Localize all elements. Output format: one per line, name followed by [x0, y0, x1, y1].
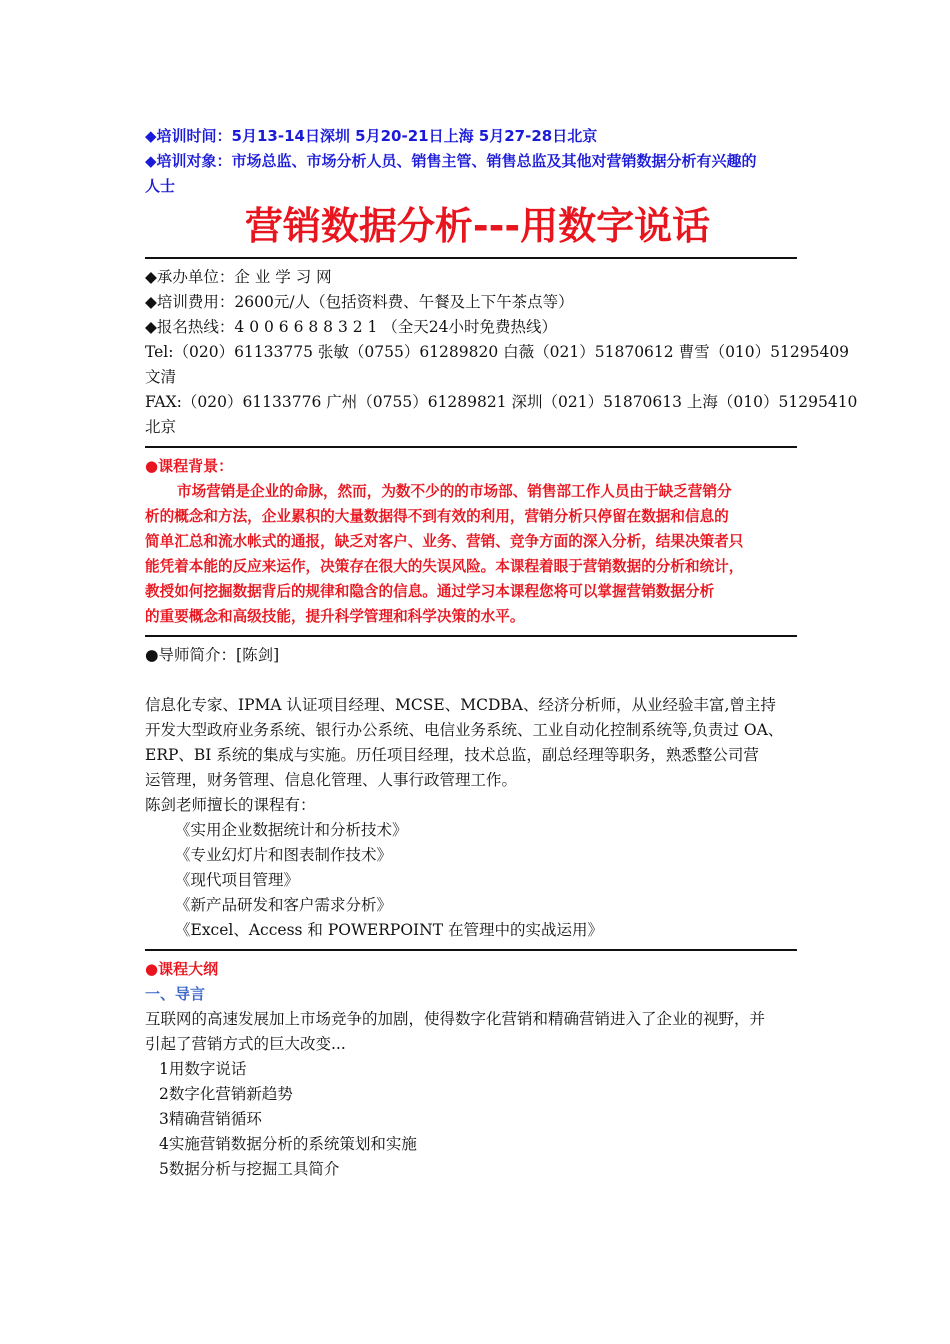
- training-time: ◆培训时间：5月13-14日深圳 5月20-21日上海 5月27-28日北京: [145, 127, 598, 145]
- blank-line: [145, 668, 810, 693]
- course-item: 《现代项目管理》: [175, 871, 300, 889]
- outline-item: 1用数字说话: [159, 1060, 247, 1078]
- background-line: 能凭着本能的反应来运作，决策存在很大的失误风险。本课程着眼于营销数据的分析和统计，: [145, 558, 744, 575]
- divider: [145, 949, 797, 951]
- outline-item: 5数据分析与挖掘工具简介: [159, 1160, 340, 1178]
- instructor-bio-line: 运管理，财务管理、信息化管理、人事行政管理工作。: [145, 771, 518, 789]
- background-line: 市场营销是企业的命脉，然而，为数不少的的市场部、销售部工作人员由于缺乏营销分: [177, 483, 732, 500]
- tel-line-2: 文清: [145, 368, 177, 386]
- training-target-line-2: 人士: [145, 177, 176, 195]
- fax-line-1: FAX:（020）61133776 广州（0755）61289821 深圳（021）51870613 上海（010）51295410: [145, 393, 858, 411]
- hotline: ◆报名热线：4 0 0 6 6 8 8 3 2 1 （全天24小时免费热线）: [145, 318, 558, 336]
- background-heading: ●课程背景：: [145, 457, 234, 475]
- outline-item: 3精确营销循环: [159, 1110, 262, 1128]
- outline-intro-line: 互联网的高速发展加上市场竞争的加剧，使得数字化营销和精确营销进入了企业的视野，并: [145, 1010, 766, 1028]
- outline-item: 2数字化营销新趋势: [159, 1085, 293, 1103]
- course-item: 《专业幻灯片和图表制作技术》: [175, 846, 393, 864]
- course-item: 《Excel、Access 和 POWERPOINT 在管理中的实战运用》: [175, 921, 603, 939]
- outline-section-title: 一、导言: [145, 985, 206, 1003]
- outline-heading: ●课程大纲: [145, 960, 219, 978]
- training-target-line-1: ◆培训对象：市场总监、市场分析人员、销售主管、销售总监及其他对营销数据分析有兴趣的: [145, 152, 757, 170]
- instructor-bio-line: ERP、BI 系统的集成与实施。历任项目经理，技术总监，副总经理等职务，熟悉整公司营: [145, 746, 759, 764]
- divider: [145, 446, 797, 448]
- background-line: 析的概念和方法，企业累积的大量数据得不到有效的利用，营销分析只停留在数据和信息的: [145, 508, 729, 525]
- courses-intro: 陈剑老师擅长的课程有：: [145, 796, 316, 814]
- training-fee: ◆培训费用：2600元/人（包括资料费、午餐及上下午茶点等）: [145, 293, 574, 311]
- instructor-bio-line: 开发大型政府业务系统、银行办公系统、电信业务系统、工业自动化控制系统等,负责过 OA、: [145, 721, 784, 739]
- fax-line-2: 北京: [145, 418, 177, 436]
- outline-item: 4实施营销数据分析的系统策划和实施: [159, 1135, 417, 1153]
- document-title: 营销数据分析---用数字说话: [244, 204, 711, 248]
- divider: [145, 257, 797, 259]
- background-line: 教授如何挖掘数据背后的规律和隐含的信息。通过学习本课程您将可以掌握营销数据分析: [145, 583, 715, 600]
- document-content: [145, 124, 858, 1182]
- instructor-bio-line: 信息化专家、IPMA 认证项目经理、MCSE、MCDBA、经济分析师，从业经验丰富,曾主持: [145, 696, 776, 714]
- organizer: ◆承办单位：企 业 学 习 网: [145, 268, 332, 286]
- course-item: 《新产品研发和客户需求分析》: [175, 896, 393, 914]
- instructor-heading: ●导师简介：[陈剑]: [145, 646, 280, 664]
- tel-line-1: Tel:（020）61133775 张敏（0755）61289820 白薇（021）51870612 曹雪（010）51295409: [145, 343, 850, 361]
- background-line: 简单汇总和流水帐式的通报，缺乏对客户、业务、营销、竞争方面的深入分析，结果决策者只: [145, 533, 744, 550]
- course-item: 《实用企业数据统计和分析技术》: [175, 821, 408, 839]
- divider: [145, 635, 797, 637]
- background-paragraph: [145, 479, 810, 629]
- outline-intro-line: 引起了营销方式的巨大改变...: [145, 1035, 346, 1053]
- background-line: 的重要概念和高级技能，提升科学管理和科学决策的水平。: [145, 608, 525, 625]
